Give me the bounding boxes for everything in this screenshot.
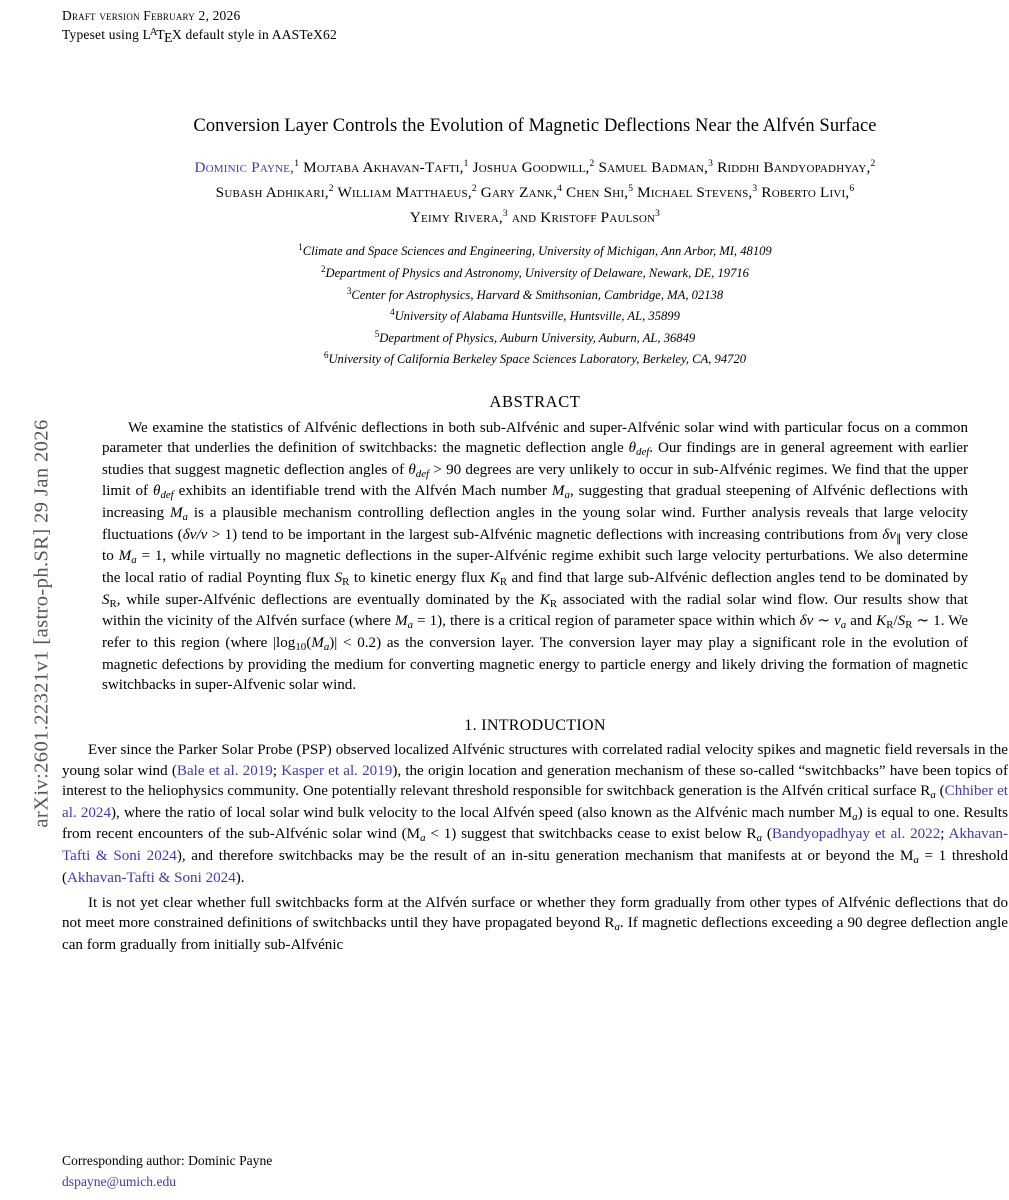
latex-a: A xyxy=(149,26,158,39)
author-name: Dominic Payne, xyxy=(194,159,295,177)
section-number: 1. xyxy=(464,717,477,735)
author-affil-marker: 1 xyxy=(294,159,300,170)
abstract-text: We examine the statistics of Alfvénic deflections in both sub-Alfvénic and super-Alfvénic solar wind with particular focus on a common parameter that underlies the definition of switchbacks: the magnetic deflection angle $\theta_{def}$. Our findings are in general agreement with earlier studies that suggest magnetic deflection angles of $\theta_{def} > 90$ degrees are very unlikely to occur in sub-Alfvénic regimes. We find that the upper limit of $\theta_{def}$ exhibits an identifiable trend with the Alfvén Mach number $M_a$, suggesting that gradual steepening of Alfvénic deflections with increasing $M_a$ is a plausible mechanism controlling deflection angles in the young solar wind. Further analysis reveals that large velocity fluctuations (δv/v > 1) tend to be important in the largest sub-Alfvénic magnetic deflections with increasing contributions from $\delta v_\parallel$ very close to $M_a = 1$, while virtually no magnetic deflections in the super-Alfvénic regime exhibit such large velocity perturbations. We also determine the local ratio of radial Poynting flux $S_R$ to kinetic energy flux $K_R$ and find that large sub-Alfvénic deflection angles tend to be dominated by $S_R$, while super-Alfvénic deflections are eventually dominated by the $K_R$ associated with the radial solar wind flow. Our results show that within the vicinity of the Alfvén surface (where $M_a = 1$), there is a critical region of parameter space within which δv ∼ $v_a$ and $K_R/S_R$ ∼ 1. We refer to this region (where $|\log_{10}(M_a)| < 0.2$) as the conversion layer. The conversion layer may play a significant role in the evolution of magnetic defections by providing the medium for converting magnetic energy to particle energy and likely driving the formation of magnetic switchbacks in super-Alfvenic solar wind. xyxy=(102,419,969,693)
draft-header xyxy=(62,6,1008,44)
page-title: Conversion Layer Controls the Evolution of Magnetic Deflections Near the Alfvén Surface xyxy=(193,116,877,137)
author-affil-marker: 4 xyxy=(557,184,563,195)
author-name: William Matthaeus, xyxy=(337,184,472,202)
citation-link[interactable]: Kasper et al. 2019 xyxy=(281,762,393,779)
affiliation-text: University of Alabama Huntsville, Huntsville, AL, 35899 xyxy=(394,309,680,324)
typeset-line: Typeset using $L^ATEX$ default style in AASTeX62 xyxy=(62,26,337,46)
latex-t: T xyxy=(156,27,165,43)
affiliation-number: 3 xyxy=(346,285,352,296)
affiliation-text: Center for Astrophysics, Harvard & Smithsonian, Cambridge, MA, 02138 xyxy=(351,287,724,302)
author-name: Michael Stevens, xyxy=(637,184,753,202)
author-affil-marker: 2 xyxy=(870,159,876,170)
author-name: and Kristoff Paulson xyxy=(511,208,656,226)
affiliation-item xyxy=(62,284,1008,306)
affiliation-item xyxy=(62,240,1008,262)
author-affil-marker: 6 xyxy=(849,184,855,195)
citation-link[interactable]: Chhiber et al. 2024 xyxy=(62,782,1008,821)
corresponding-author-label: Corresponding author: Dominic Payne xyxy=(62,1153,273,1169)
citation-link[interactable]: Akhavan-Tafti & Soni 2024 xyxy=(62,826,1008,864)
affiliation-number: 5 xyxy=(374,328,380,339)
affiliation-list xyxy=(62,240,1008,369)
affiliation-item xyxy=(62,348,1008,370)
affiliation-item xyxy=(62,262,1008,284)
author-name: Riddhi Bandyopadhyay, xyxy=(717,159,871,177)
author-affil-marker: 3 xyxy=(708,159,714,170)
author-affil-marker: 1 xyxy=(463,159,469,170)
author-affil-marker: 2 xyxy=(589,159,595,170)
citation-link[interactable]: Bale et al. 2019 xyxy=(176,762,273,779)
draft-version-line: Draft version February 2, 2026 xyxy=(62,8,241,23)
corresponding-author-email[interactable]: dspayne@umich.edu xyxy=(62,1173,177,1189)
author-affil-marker: 3 xyxy=(752,184,758,195)
affiliation-item xyxy=(62,327,1008,349)
affiliation-text: University of California Berkeley Space Sciences Laboratory, Berkeley, CA, 94720 xyxy=(328,352,747,367)
affiliation-number: 6 xyxy=(323,350,329,361)
author-affil-marker: 2 xyxy=(328,184,334,195)
author-line-2 xyxy=(62,181,1008,206)
author-affil-marker: 2 xyxy=(471,184,477,195)
section-heading xyxy=(62,717,1008,735)
affiliation-number: 2 xyxy=(321,263,326,274)
affiliation-item xyxy=(62,305,1008,327)
affiliation-number: 1 xyxy=(298,242,303,253)
author-name: Subash Adhikari, xyxy=(215,184,329,202)
affiliation-text: Department of Physics and Astronomy, University of Delaware, Newark, DE, 19716 xyxy=(325,266,749,281)
author-name: Roberto Livi, xyxy=(761,184,850,202)
citation-link[interactable]: Bandyopadhyay et al. 2022 xyxy=(771,826,941,843)
affiliation-text: Climate and Space Sciences and Engineering, University of Michigan, Ann Arbor, MI, 48109 xyxy=(302,244,772,259)
author-affil-marker: 3 xyxy=(502,208,508,219)
intro-paragraph-1: Ever since the Parker Solar Probe (PSP) observed localized Alfvénic structures with correlated radial velocity spikes and magnetic field reversals in the young solar wind (Bale et al. 2019; Kasper et al. 2019), the origin location and generation mechanism of these so-called “switchbacks” have been topics of interest to the heliophysics community. One potentially relevant threshold responsible for switchback generation is the Alfvén critical surface $R_a$ (Chhiber et al. 2024), where the ratio of local solar wind bulk velocity to the local Alfvén speed (also known as the Alfvénic mach number $M_a$) is equal to one. Results from recent encounters of the sub-Alfvénic solar wind $(M_a < 1)$ suggest that switchbacks cease to exist below $R_a$ (Bandyopadhyay et al. 2022; Akhavan-Tafti & Soni 2024), and therefore switchbacks may be the result of an in-situ generation mechanism that manifests at or beyond the $M_a = 1$ threshold (Akhavan-Tafti & Soni 2024). xyxy=(62,742,1009,886)
section-title: INTRODUCTION xyxy=(481,717,606,735)
author-line-3 xyxy=(62,206,1008,231)
author-name: Samuel Badman, xyxy=(598,159,709,177)
arxiv-identifier-stamp: arXiv:2601.22321v1 [astro-ph.SR] 29 Jan 2026 xyxy=(30,419,53,828)
intro-paragraph-2: It is not yet clear whether full switchbacks form at the Alfvén surface or whether they form gradually from other types of Alfvénic deflections that do not meet more constrained definitions of switchbacks until they have propagated beyond $R_a$. If magnetic deflections exceeding a 90 degree deflection angle can form gradually from initially sub-Alfvénic xyxy=(62,894,1008,953)
author-affil-marker: 5 xyxy=(628,184,634,195)
author-name: Gary Zank, xyxy=(480,184,558,202)
affiliation-text: Department of Physics, Auburn University, Auburn, AL, 36849 xyxy=(379,330,696,345)
latex-e: E xyxy=(164,30,173,46)
author-name: Chen Shi, xyxy=(566,184,629,202)
author-name: Mojtaba Akhavan-Tafti, xyxy=(303,159,464,177)
author-affil-marker: 3 xyxy=(655,208,661,219)
abstract-heading: ABSTRACT xyxy=(489,391,581,411)
citation-link[interactable]: Akhavan-Tafti & Soni 2024 xyxy=(67,869,236,886)
author-list xyxy=(62,156,1008,230)
paper-content xyxy=(62,0,1008,955)
corresponding-author-footer xyxy=(62,1151,1008,1192)
affiliation-number: 4 xyxy=(390,307,395,318)
latex-x: X xyxy=(172,27,182,43)
author-name: Yeimy Rivera, xyxy=(409,208,503,226)
author-name: Joshua Goodwill, xyxy=(472,159,590,177)
author-line-1 xyxy=(62,156,1008,181)
